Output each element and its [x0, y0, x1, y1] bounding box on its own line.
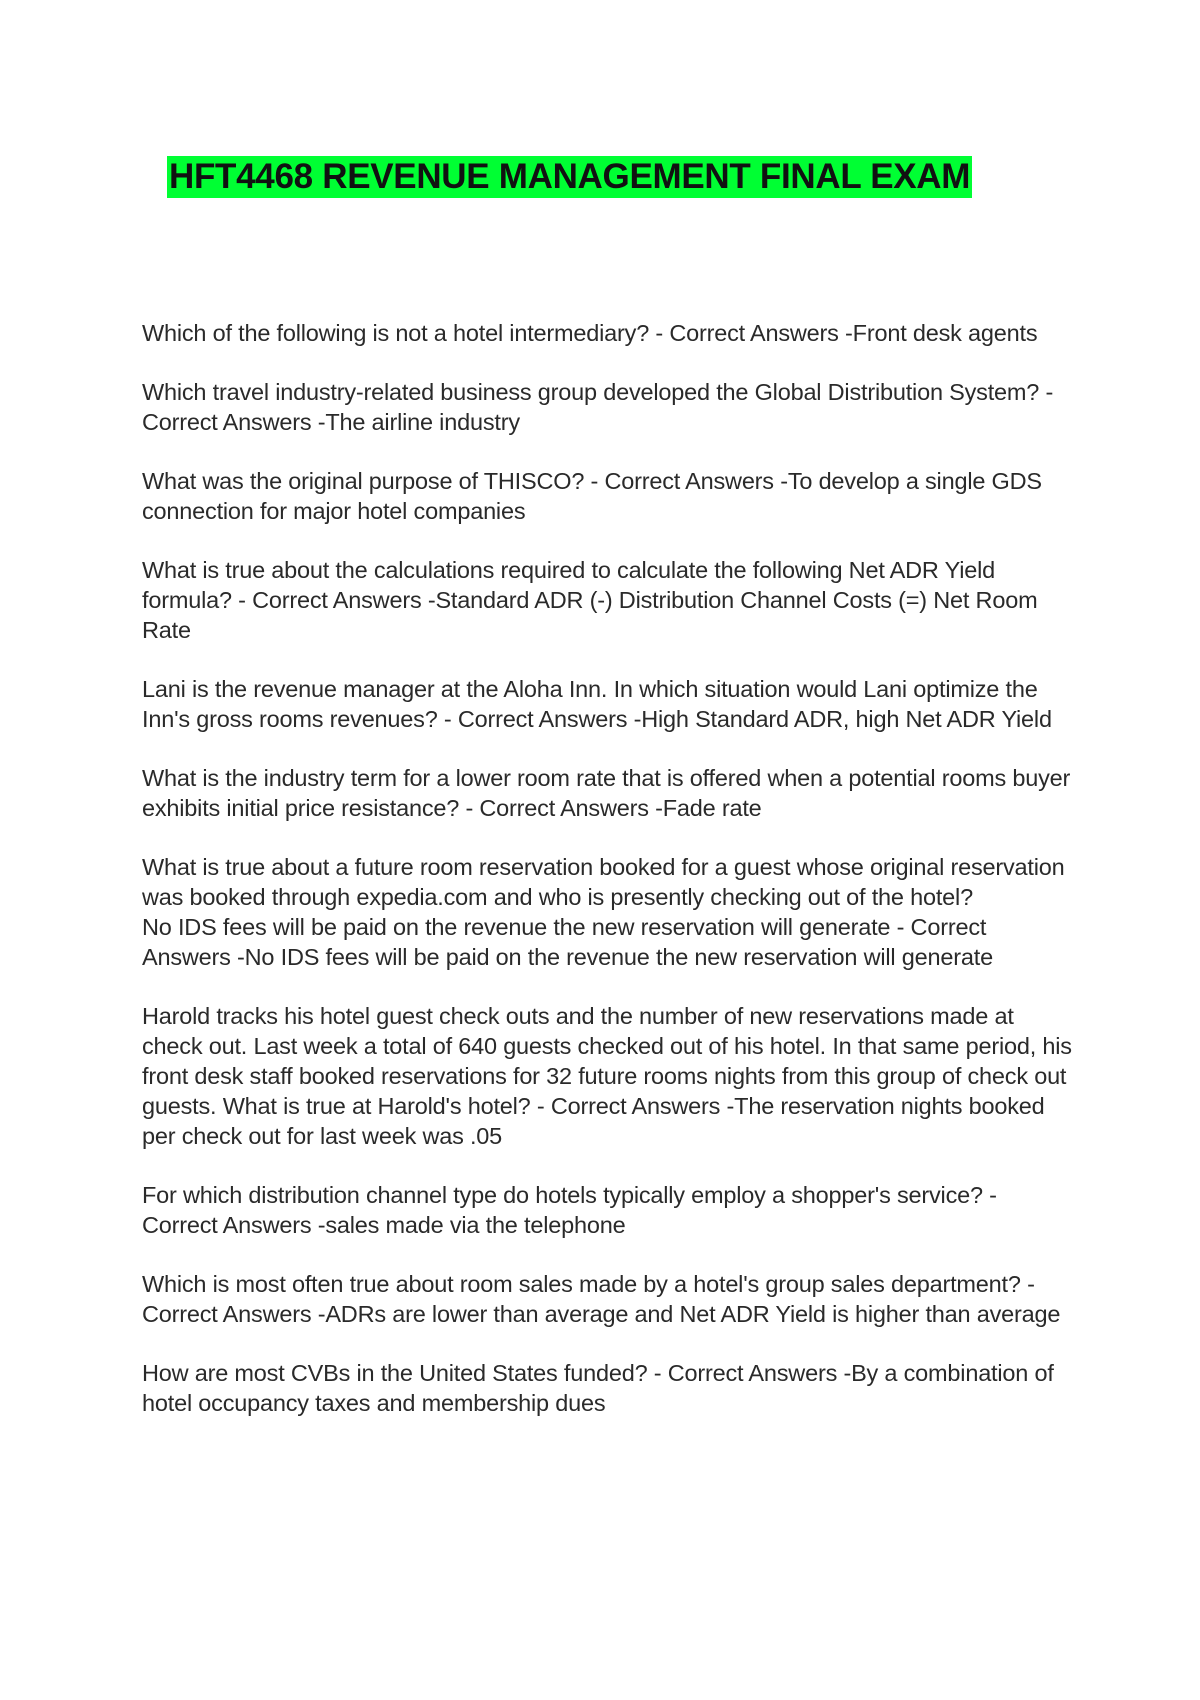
qa-item-5: Lani is the revenue manager at the Aloha Inn. In which situation would Lani optimize the Inn's gross rooms revenues? - Correct Answers -High Standard ADR, high Net ADR Yield: [142, 676, 1052, 732]
title-wrap: [167, 156, 972, 198]
qa-item-4: What is true about the calculations required to calculate the following Net ADR Yield formula? - Correct Answers -Standard ADR (-) Distribution Channel Costs (=) Net Room Rate: [142, 557, 1038, 643]
qa-item-3: What was the original purpose of THISCO? - Correct Answers -To develop a single GDS connection for major hotel companies: [142, 468, 1042, 524]
qa-item-2: Which travel industry-related business group developed the Global Distribution System? - Correct Answers -The airline industry: [142, 379, 1054, 435]
qa-item-11: How are most CVBs in the United States funded? - Correct Answers -By a combination of hotel occupancy taxes and membership dues: [142, 1360, 1054, 1416]
qa-item-6: What is the industry term for a lower room rate that is offered when a potential rooms buyer exhibits initial price resistance? - Correct Answers -Fade rate: [142, 765, 1071, 821]
qa-list: [142, 318, 1072, 1447]
qa-item-10: Which is most often true about room sales made by a hotel's group sales department? - Correct Answers -ADRs are lower than average and Net ADR Yield is higher than average: [142, 1271, 1061, 1327]
qa-item-1: Which of the following is not a hotel intermediary? - Correct Answers -Front desk agents: [142, 320, 1038, 346]
qa-item-7: What is true about a future room reservation booked for a guest whose original reservation was booked through expedia.com and who is presently checking out of the hotel? No IDS fees will be paid on the revenue the new reservation will generate - Correct Answers -No IDS fees will be paid on the revenue the new reservation will generate: [142, 854, 1065, 970]
page-title: HFT4468 REVENUE MANAGEMENT FINAL EXAM: [169, 157, 971, 196]
qa-item-8: Harold tracks his hotel guest check outs and the number of new reservations made at check out. Last week a total of 640 guests checked out of his hotel. In that same period, his front desk staff booked reservations for 32 future rooms nights from this group of check out guests. What is true at Harold's hotel? - Correct Answers -The reservation nights booked per check out for last week was .05: [142, 1003, 1072, 1149]
qa-item-9: For which distribution channel type do hotels typically employ a shopper's service? - Correct Answers -sales made via the telephone: [142, 1182, 997, 1238]
